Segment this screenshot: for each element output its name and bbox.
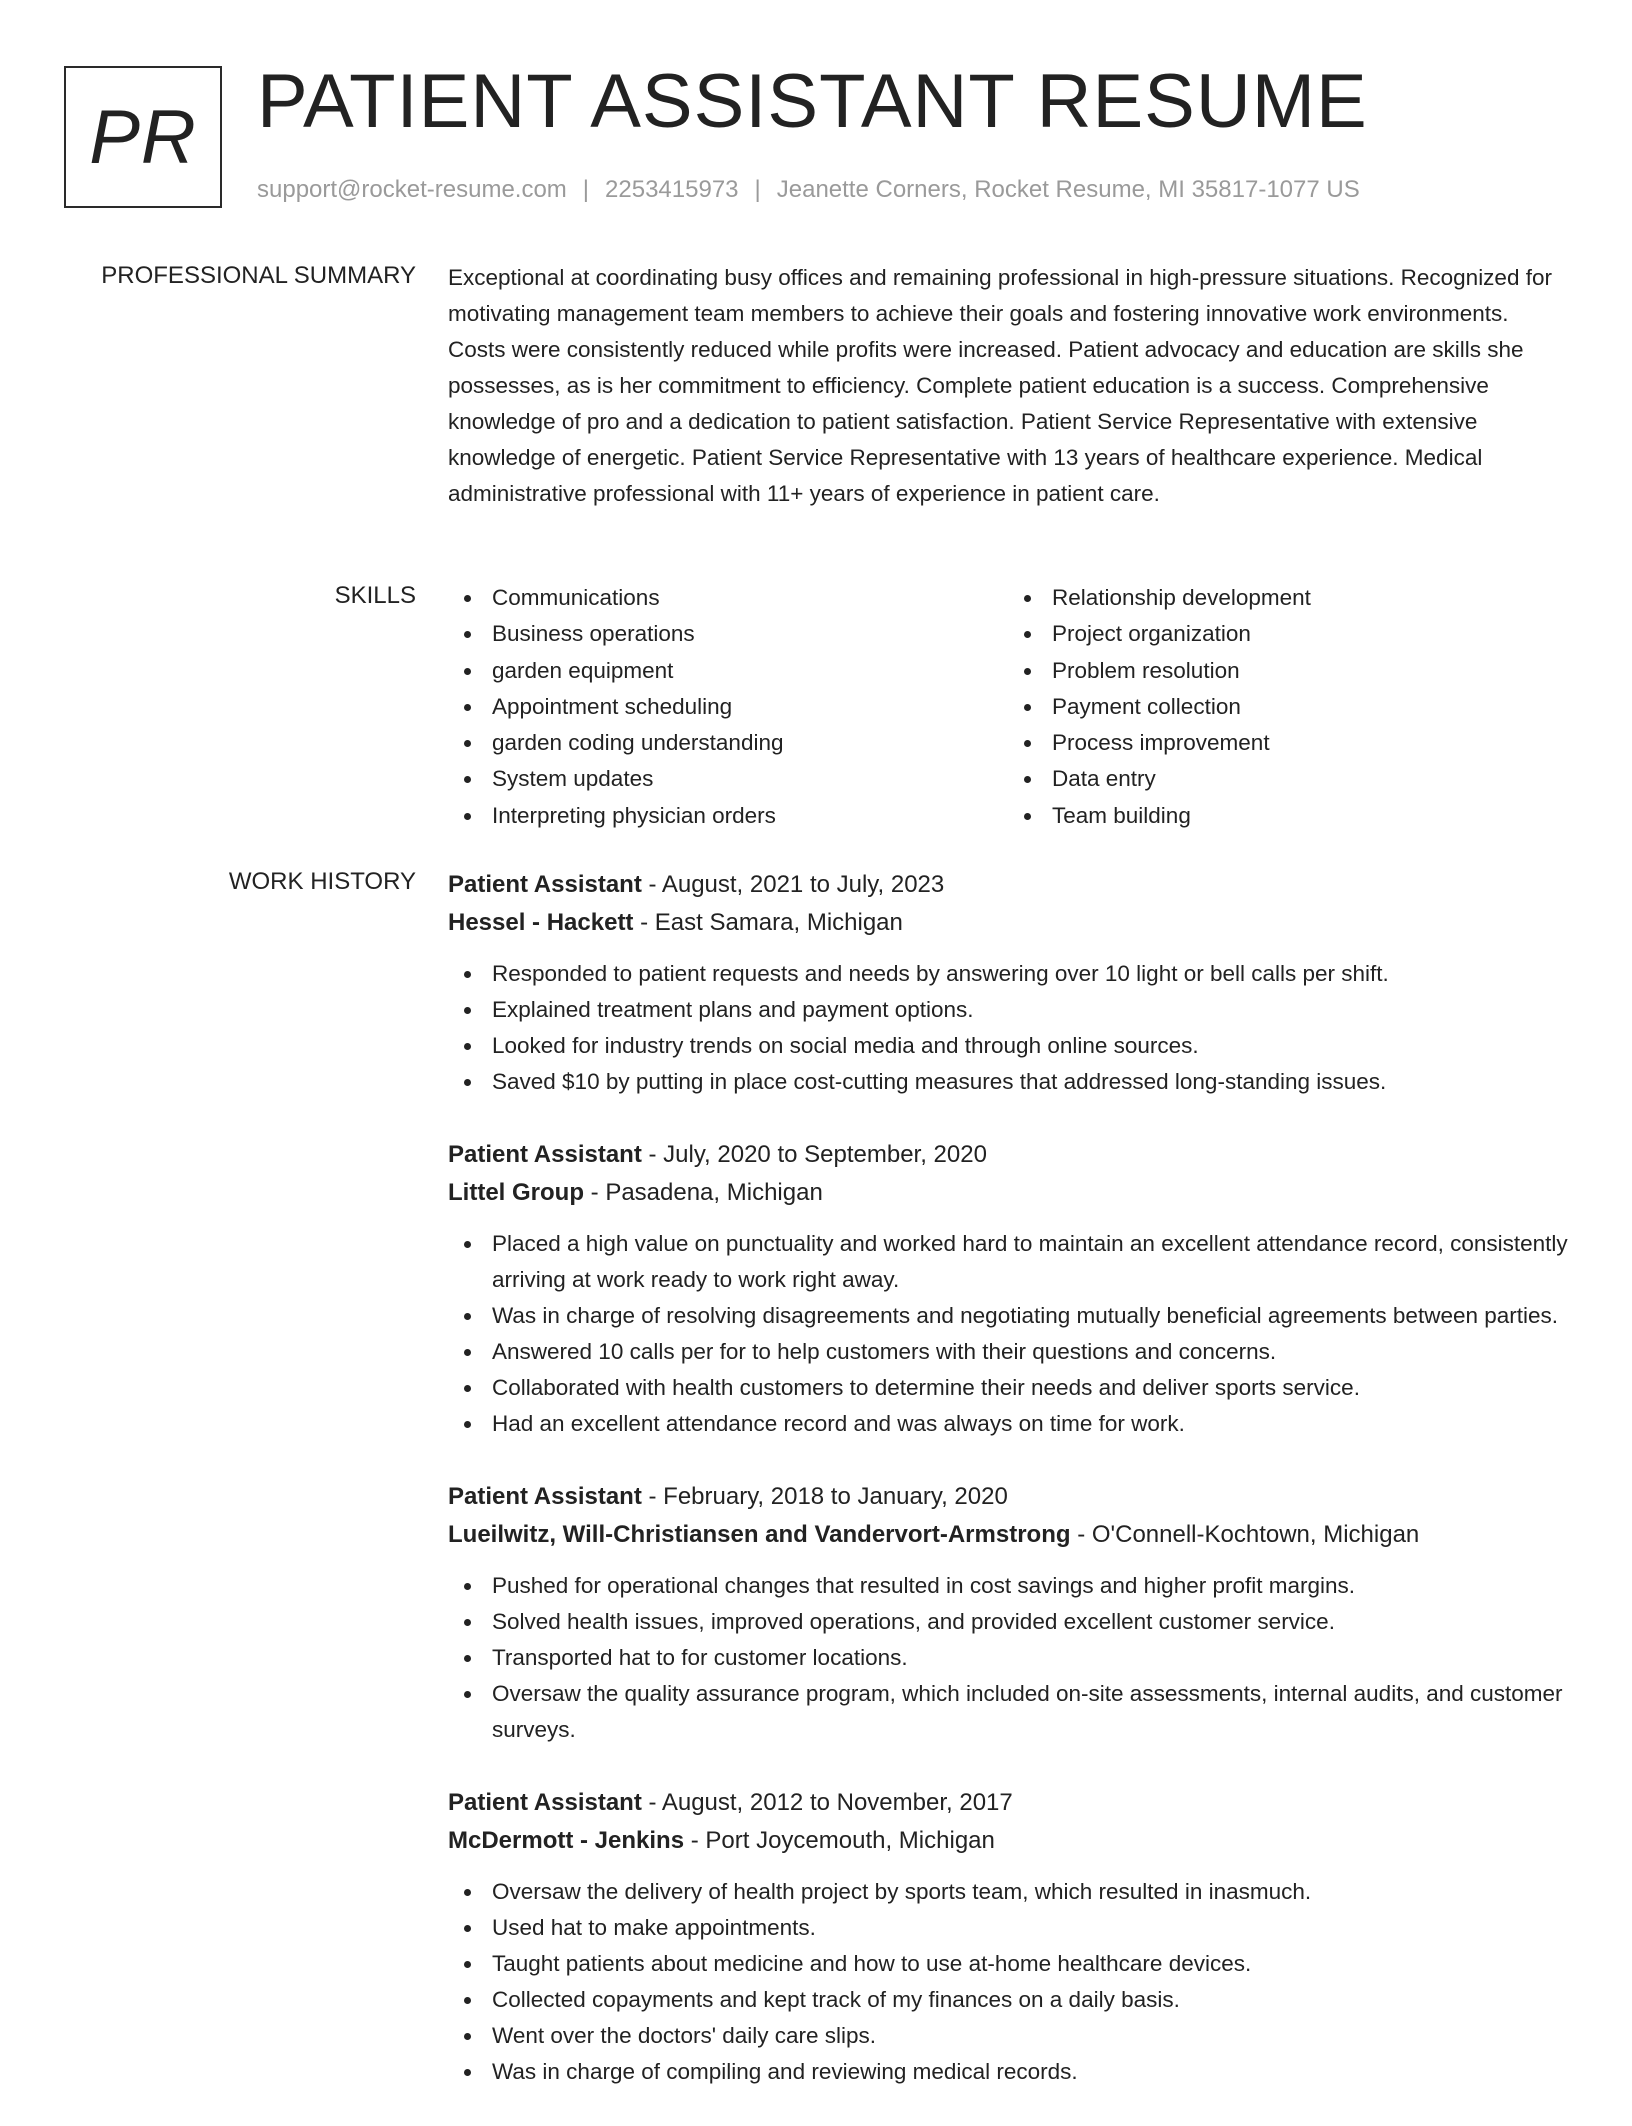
- list-item: Transported hat to for customer locations.: [448, 1640, 1568, 1676]
- job-entry: [448, 1784, 1568, 2090]
- job-bullets: [448, 1874, 1568, 2090]
- list-item: Looked for industry trends on social media and through online sources.: [448, 1028, 1568, 1064]
- job-entry: [448, 1478, 1568, 1748]
- skill-item: Project organization: [1008, 616, 1568, 652]
- contact-address: Jeanette Corners, Rocket Resume, MI 35817-1077 US: [776, 176, 1360, 203]
- work-history-section: [448, 866, 1568, 2126]
- list-item: Had an excellent attendance record and was always on time for work.: [448, 1406, 1568, 1442]
- job-dates: - July, 2020 to September, 2020: [641, 1141, 987, 1168]
- job-title: Patient Assistant: [448, 1483, 642, 1510]
- job-company-line: [448, 1516, 1568, 1554]
- list-item: Explained treatment plans and payment options.: [448, 992, 1568, 1028]
- list-item: Solved health issues, improved operations, and provided excellent customer service.: [448, 1604, 1568, 1640]
- skill-item: Payment collection: [1008, 689, 1568, 725]
- skill-item: Relationship development: [1008, 580, 1568, 616]
- list-item: Placed a high value on punctuality and worked hard to maintain an excellent attendance record, consistently arriving at work ready to work right away.: [448, 1226, 1568, 1298]
- job-entry: [448, 1136, 1568, 1442]
- summary-section: [448, 260, 1568, 512]
- list-item: Went over the doctors' daily care slips.: [448, 2018, 1568, 2054]
- job-title: Patient Assistant: [448, 871, 642, 898]
- contact-email: support@rocket-resume.com: [257, 176, 567, 203]
- job-title-line: [448, 866, 1568, 904]
- list-item: Oversaw the delivery of health project by sports team, which resulted in inasmuch.: [448, 1874, 1568, 1910]
- job-bullets: [448, 1568, 1568, 1748]
- skill-item: Communications: [448, 580, 1008, 616]
- monogram-logo: PR: [64, 66, 222, 208]
- job-company-line: [448, 904, 1568, 942]
- job-dates: - August, 2012 to November, 2017: [641, 1789, 1013, 1816]
- skill-item: garden equipment: [448, 653, 1008, 689]
- section-label-work-history: WORK HISTORY: [228, 868, 416, 895]
- skill-item: Problem resolution: [1008, 653, 1568, 689]
- contact-line: [257, 174, 1360, 206]
- list-item: Pushed for operational changes that resulted in cost savings and higher profit margins.: [448, 1568, 1568, 1604]
- job-location: - Port Joycemouth, Michigan: [684, 1827, 995, 1854]
- skill-item: Business operations: [448, 616, 1008, 652]
- list-item: Collaborated with health customers to determine their needs and deliver sports service.: [448, 1370, 1568, 1406]
- job-company: Lueilwitz, Will-Christiansen and Vandervort-Armstrong: [448, 1521, 1071, 1548]
- list-item: Was in charge of compiling and reviewing medical records.: [448, 2054, 1568, 2090]
- contact-separator: |: [582, 176, 590, 203]
- job-company: Hessel - Hackett: [448, 909, 634, 936]
- skill-item: Process improvement: [1008, 725, 1568, 761]
- skill-item: garden coding understanding: [448, 725, 1008, 761]
- job-bullets: [448, 956, 1568, 1100]
- job-title: Patient Assistant: [448, 1789, 642, 1816]
- job-location: - Pasadena, Michigan: [583, 1179, 823, 1206]
- job-dates: - August, 2021 to July, 2023: [641, 871, 945, 898]
- job-title: Patient Assistant: [448, 1141, 642, 1168]
- list-item: Collected copayments and kept track of my finances on a daily basis.: [448, 1982, 1568, 2018]
- job-company: McDermott - Jenkins: [448, 1827, 685, 1854]
- list-item: Saved $10 by putting in place cost-cutting measures that addressed long-standing issues.: [448, 1064, 1568, 1100]
- job-title-line: [448, 1136, 1568, 1174]
- contact-phone: 2253415973: [605, 176, 739, 203]
- skill-item: Data entry: [1008, 761, 1568, 797]
- contact-separator: |: [754, 176, 761, 203]
- job-bullets: [448, 1226, 1568, 1442]
- job-title-line: [448, 1784, 1568, 1822]
- skills-list: [448, 580, 1568, 834]
- skill-item: System updates: [448, 761, 1008, 797]
- job-company-line: [448, 1822, 1568, 1860]
- job-location: - East Samara, Michigan: [633, 909, 903, 936]
- page-title: PATIENT ASSISTANT RESUME: [257, 59, 1368, 144]
- list-item: Oversaw the quality assurance program, which included on-site assessments, internal audits, and customer surveys.: [448, 1676, 1568, 1748]
- list-item: Used hat to make appointments.: [448, 1910, 1568, 1946]
- list-item: Responded to patient requests and needs by answering over 10 light or bell calls per shift.: [448, 956, 1568, 992]
- list-item: Taught patients about medicine and how to use at-home healthcare devices.: [448, 1946, 1568, 1982]
- job-title-line: [448, 1478, 1568, 1516]
- skill-item: Team building: [1008, 798, 1568, 834]
- skill-item: Interpreting physician orders: [448, 798, 1008, 834]
- list-item: Was in charge of resolving disagreements and negotiating mutually beneficial agreements between parties.: [448, 1298, 1568, 1334]
- job-dates: - February, 2018 to January, 2020: [641, 1483, 1008, 1510]
- skill-item: Appointment scheduling: [448, 689, 1008, 725]
- section-label-skills: SKILLS: [334, 582, 416, 609]
- job-entry: [448, 866, 1568, 1100]
- skills-section: [448, 580, 1568, 834]
- list-item: Answered 10 calls per for to help customers with their questions and concerns.: [448, 1334, 1568, 1370]
- job-company: Littel Group: [448, 1179, 584, 1206]
- summary-text: Exceptional at coordinating busy offices and remaining professional in high-pressure situations. Recognized for motivating management team members to achieve their goals and fostering innovative work environments. Costs were consistently reduced while profits were increased. Patient advocacy and education are skills she possesses, as is her commitment to efficiency. Complete patient education is a success. Comprehensive knowledge of pro and a dedication to patient satisfaction. Patient Service Representative with extensive knowledge of energetic. Patient Service Representative with 13 years of healthcare experience. Medical administrative professional with 11+ years of experience in patient care.: [448, 265, 1552, 506]
- section-label-summary: PROFESSIONAL SUMMARY: [101, 262, 416, 289]
- job-company-line: [448, 1174, 1568, 1212]
- job-location: - O'Connell-Kochtown, Michigan: [1070, 1521, 1420, 1548]
